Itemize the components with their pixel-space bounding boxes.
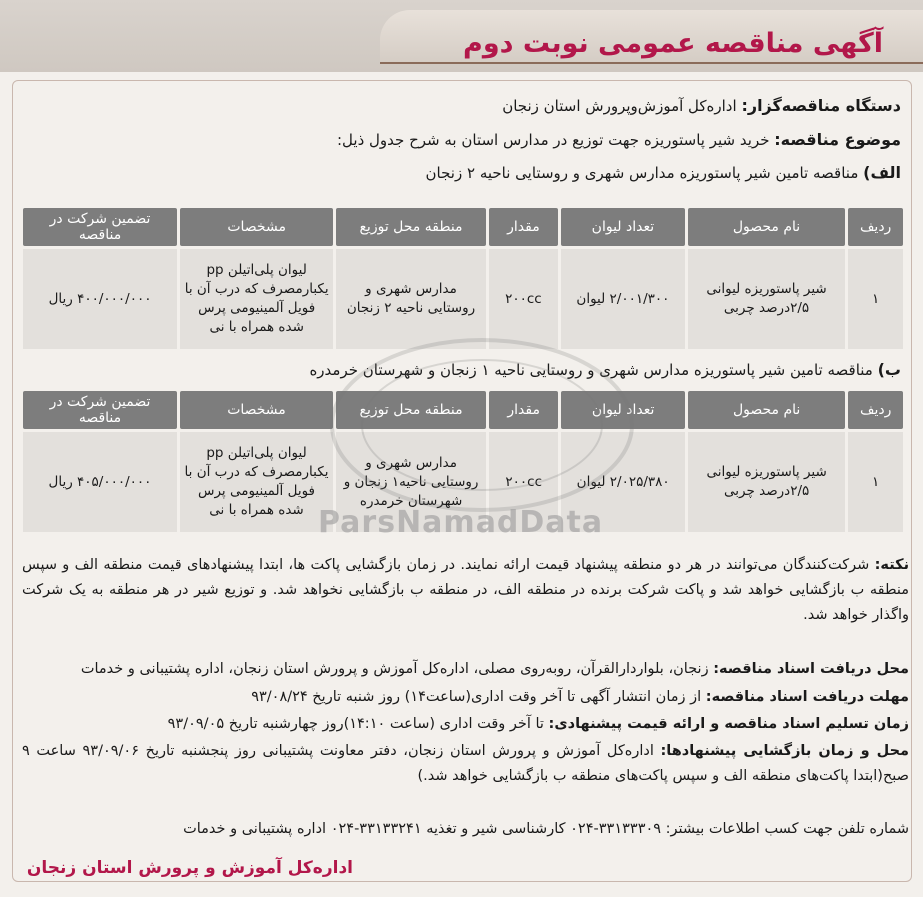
- organizer-value: اداره‌کل آموزش‌وپرورش استان زنجان: [502, 97, 737, 115]
- phone-paragraph: [22, 817, 909, 842]
- note-text: شرکت‌کنندگان می‌توانند در هر دو منطقه پیشنهاد قیمت ارائه نمایند. در زمان بازگشایی پاکت ها، ابتدا پیشنهادهای قیمت منطقه الف و سپس منطقه ب بازگشایی خواهد شد و پاکت شرکت برنده در منطقه الف، در منطقه ب بازگشایی نخواهد شد. و توزیع شیر در هر منطقه به یک شرکت واگذار خواهد شد.: [22, 557, 909, 623]
- docs-deadline-paragraph: [22, 685, 909, 710]
- cell-cup-count: ۲/۰۰۱/۳۰۰ لیوان: [561, 249, 685, 349]
- header-product: نام محصول: [688, 208, 845, 246]
- table-row: [23, 249, 903, 349]
- section-a-value: مناقصه تامین شیر پاستوریزه مدارس شهری و روستایی ناحیه ۲ زنجان: [425, 164, 859, 182]
- cell-specs: لیوان پلی‌اتیلن pp یکبارمصرف که درب آن با فویل آلمینیومی پرس شده همراه با نی: [180, 249, 333, 349]
- docs-deadline-label: مهلت دریافت اسناد مناقصه:: [705, 689, 909, 705]
- subject-value: خرید شیر پاستوریزه جهت توزیع در مدارس استان به شرح جدول ذیل:: [336, 131, 770, 149]
- opening-value: اداره‌کل آموزش و پرورش استان زنجان، دفتر معاونت پشتیبانی روز پنجشنبه تاریخ ۹۳/۰۹/۰۶ ساعت ۹ صبح(ابتدا پاکت‌های منطقه الف و سپس پاکت‌های منطقه ب بازگشایی خواهد شد.): [22, 743, 909, 784]
- cell-amount: ۲۰۰cc: [489, 432, 558, 532]
- header-bond: تضمین شرکت در مناقصه: [23, 391, 177, 429]
- cell-row-no: ۱: [848, 432, 903, 532]
- section-b-label: ب): [877, 360, 901, 379]
- subject-line: [337, 130, 901, 149]
- cell-cup-count: ۲/۰۲۵/۳۸۰ لیوان: [561, 432, 685, 532]
- header-amount: مقدار: [489, 208, 558, 246]
- cell-row-no: ۱: [848, 249, 903, 349]
- organizer-line: [502, 96, 901, 115]
- header-zone: منطقه محل توزیع: [336, 208, 486, 246]
- header-bond: تضمین شرکت در مناقصه: [23, 208, 177, 246]
- title-plate: [380, 10, 923, 64]
- cell-amount: ۲۰۰cc: [489, 249, 558, 349]
- header-specs: مشخصات: [180, 208, 333, 246]
- section-a-label: الف): [863, 163, 901, 182]
- watermark-text: ParsNamadData: [318, 505, 604, 540]
- header-row-no: ردیف: [848, 391, 903, 429]
- docs-place-value: زنجان، بلواردارالقرآن، روبه‌روی مصلی، اداره‌کل آموزش و پرورش استان زنجان، اداره پشتیبانی و خدمات: [80, 661, 709, 677]
- table-a-header-row: [23, 208, 903, 246]
- opening-label: محل و زمان بازگشایی پیشنهادها:: [660, 743, 910, 759]
- section-a-line: [426, 163, 901, 182]
- section-b-line: [309, 360, 901, 379]
- header-amount: مقدار: [489, 391, 558, 429]
- cell-product: شیر پاستوریزه لیوانی ۲/۵درصد چربی: [688, 249, 845, 349]
- ad-title: آگهی مناقصه عمومی نوبت دوم: [463, 28, 883, 59]
- header-cup-count: تعداد لیوان: [561, 391, 685, 429]
- cell-product: شیر پاستوریزه لیوانی ۲/۵درصد چربی: [688, 432, 845, 532]
- cell-bond: ۴۰۰/۰۰۰/۰۰۰ ریال: [23, 249, 177, 349]
- cell-bond: ۴۰۵/۰۰۰/۰۰۰ ریال: [23, 432, 177, 532]
- table-b-header-row: [23, 391, 903, 429]
- header-zone: منطقه محل توزیع: [336, 391, 486, 429]
- cell-specs: لیوان پلی‌اتیلن pp یکبارمصرف که درب آن با فویل آلمینیومی پرس شده همراه با نی: [180, 432, 333, 532]
- submit-label: زمان تسلیم اسناد مناقصه و ارائه قیمت پیشنهادی:: [548, 716, 909, 732]
- docs-place-label: محل دریافت اسناد مناقصه:: [713, 661, 909, 677]
- header-cup-count: تعداد لیوان: [561, 208, 685, 246]
- cell-zone: مدارس شهری و روستایی ناحیه۱ زنجان و شهرستان خرمدره: [336, 432, 486, 532]
- submit-paragraph: [22, 712, 909, 737]
- opening-paragraph: [22, 739, 909, 789]
- section-b-value: مناقصه تامین شیر پاستوریزه مدارس شهری و روستایی ناحیه ۱ زنجان و شهرستان خرمدره: [309, 361, 873, 379]
- header-product: نام محصول: [688, 391, 845, 429]
- submit-value: تا آخر وقت اداری (ساعت ۱۴:۱۰)روز چهارشنبه تاریخ ۹۳/۰۹/۰۵: [167, 716, 544, 732]
- cell-zone: مدارس شهری و روستایی ناحیه ۲ زنجان: [336, 249, 486, 349]
- note-paragraph: [22, 553, 909, 628]
- subject-label: موضوع مناقصه:: [774, 130, 901, 149]
- table-section-a: [20, 205, 906, 352]
- docs-place-paragraph: [22, 657, 909, 682]
- header-row-no: ردیف: [848, 208, 903, 246]
- footer-signature: اداره‌کل آموزش و پرورش استان زنجان: [26, 858, 353, 878]
- header-specs: مشخصات: [180, 391, 333, 429]
- organizer-label: دستگاه مناقصه‌گزار:: [741, 96, 901, 115]
- phone-text: شماره تلفن جهت کسب اطلاعات بیشتر: ۳۳۱۳۳۳۰۹-۰۲۴ کارشناسی شیر و تغذیه ۳۳۱۳۳۲۴۱-۰۲۴ اداره پشتیبانی و خدمات: [183, 821, 909, 837]
- docs-deadline-value: از زمان انتشار آگهی تا آخر وقت اداری(ساعت۱۴) روز شنبه تاریخ ۹۳/۰۸/۲۴: [251, 689, 702, 705]
- note-label: نکته:: [874, 557, 910, 573]
